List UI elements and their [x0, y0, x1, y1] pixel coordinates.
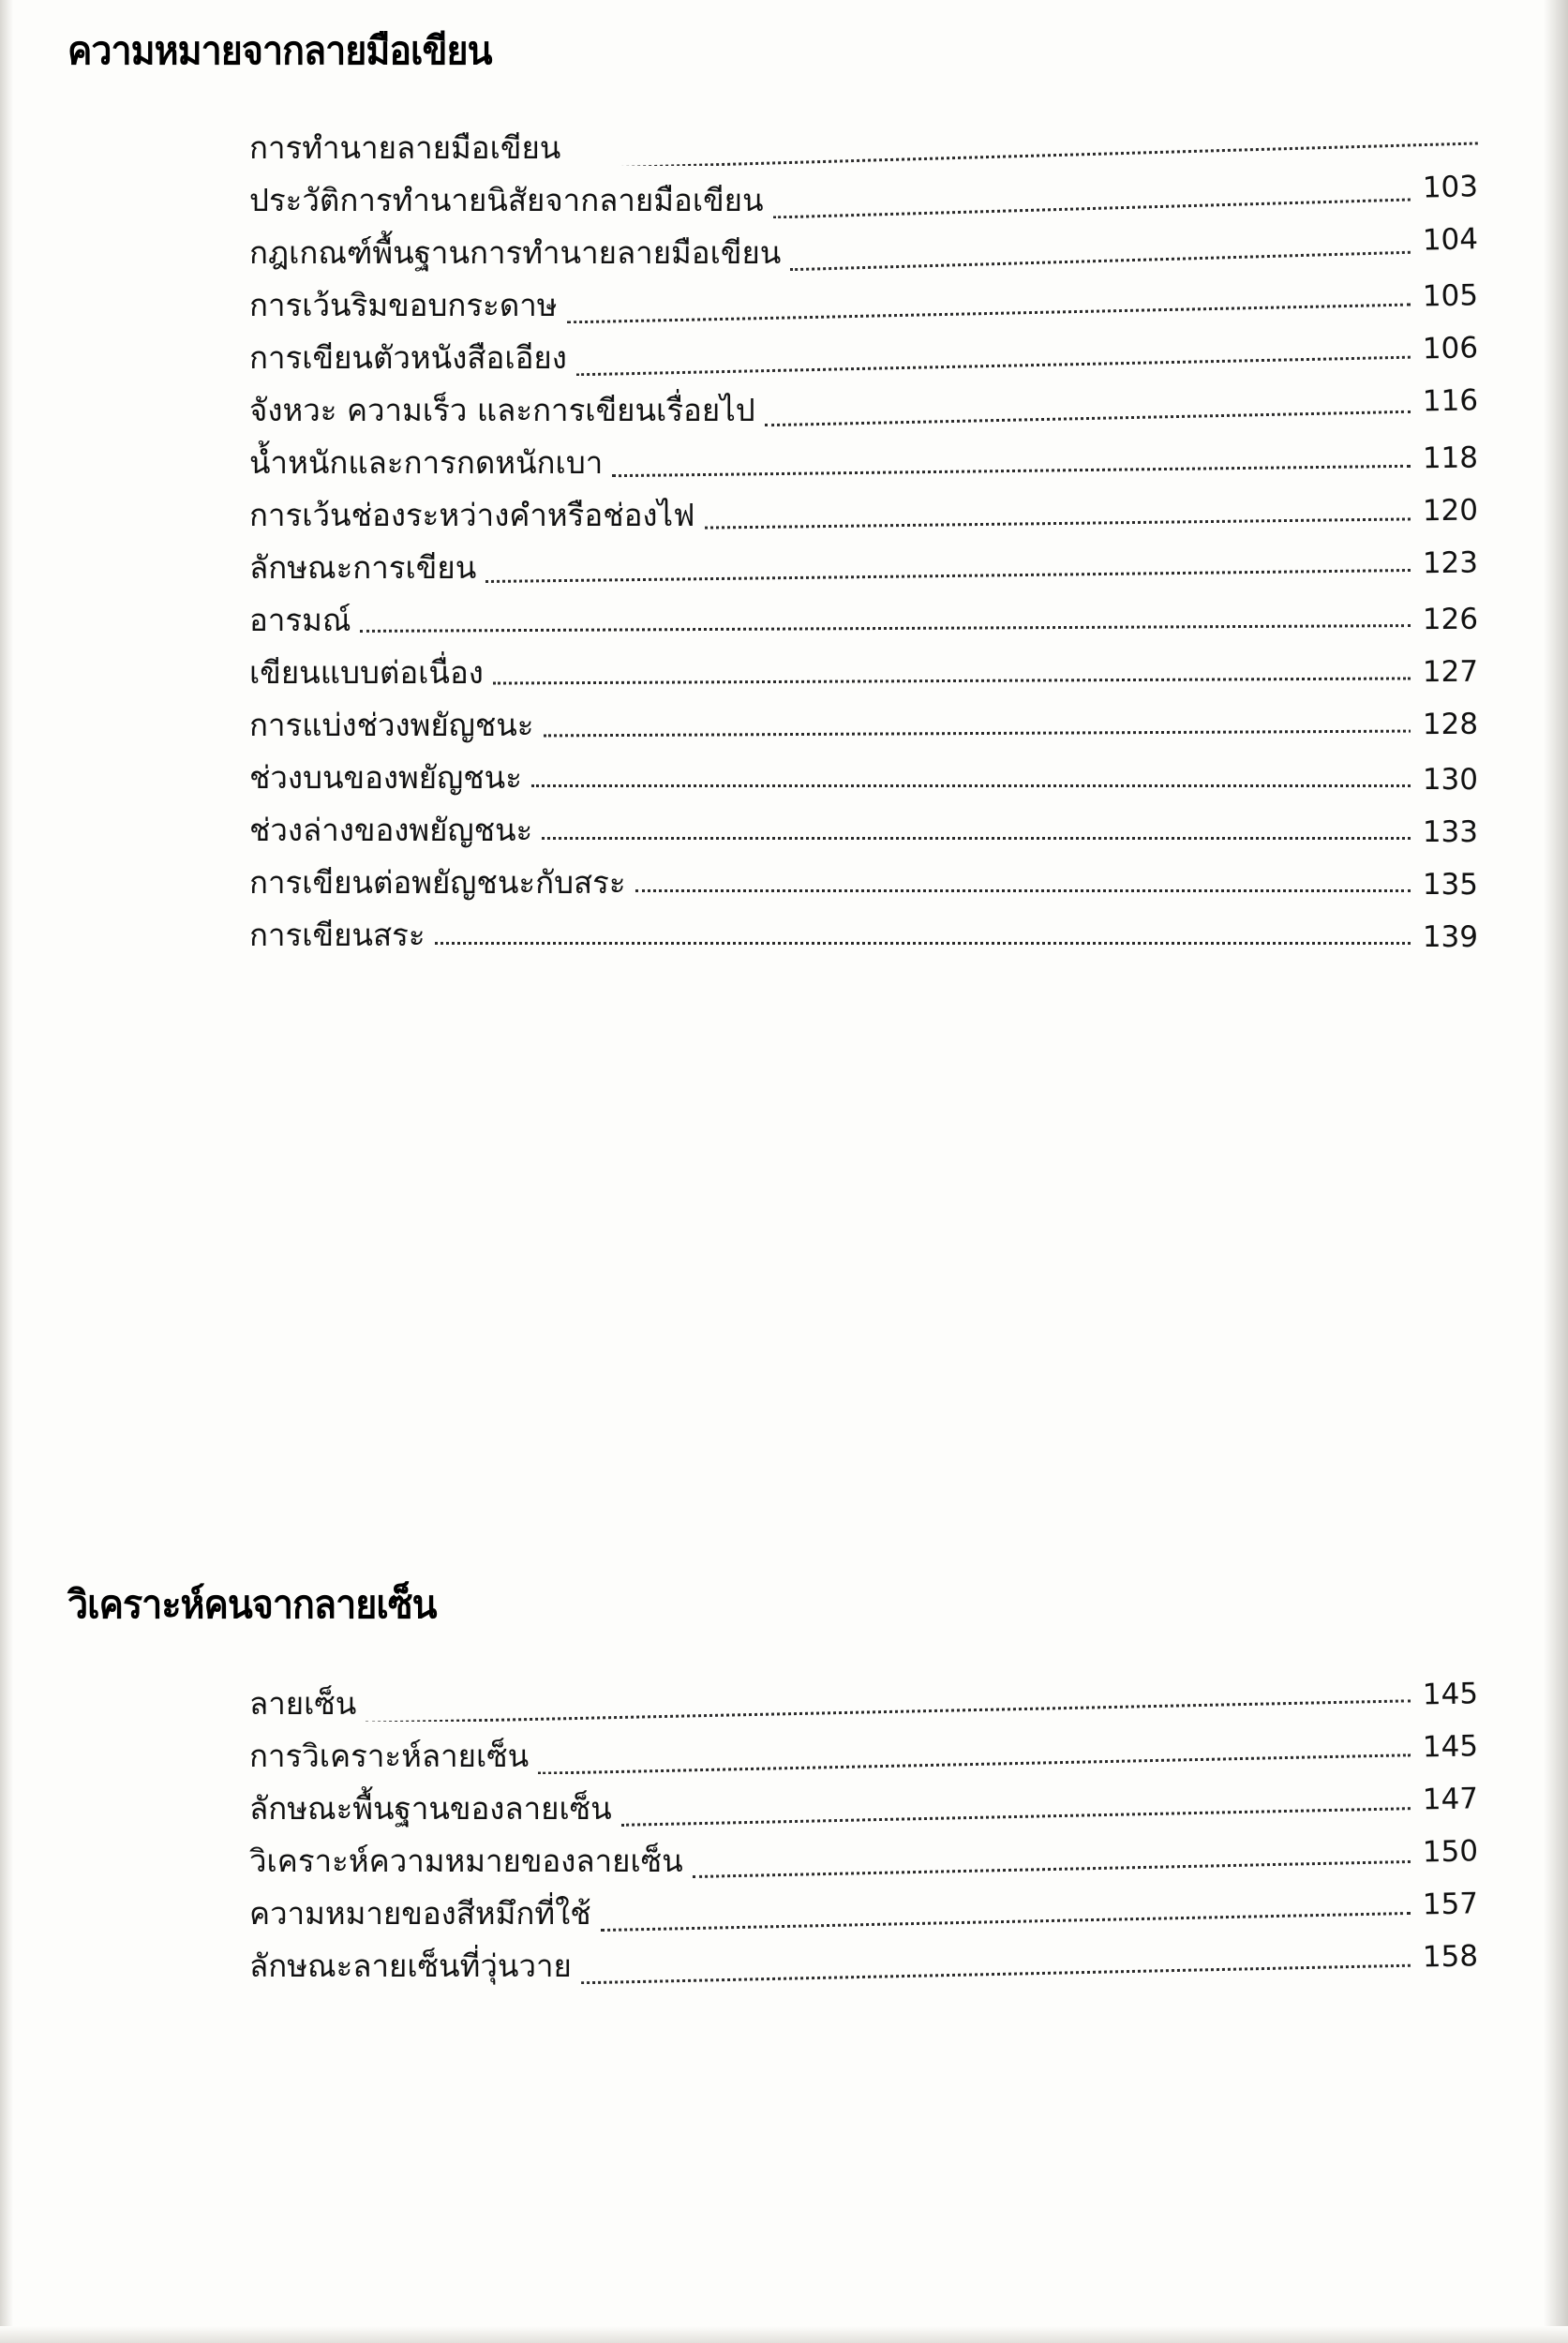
toc-leader-dots	[581, 1952, 1411, 1984]
toc-entry-page: 104	[1422, 222, 1479, 258]
toc-entry[interactable]	[249, 1722, 1478, 1774]
toc-entry-label: ลักษณะการเขียน	[249, 549, 477, 586]
toc-entry[interactable]	[249, 323, 1478, 376]
toc-entry[interactable]	[249, 848, 1478, 901]
toc-leader-dots	[435, 921, 1411, 953]
toc-entry-label: การวิเคราะห์ลายเซ็น	[249, 1738, 530, 1774]
toc-entry-label: ลักษณะพื้นฐานของลายเซ็น	[249, 1790, 612, 1827]
toc-leader-dots	[567, 291, 1411, 323]
toc-entry[interactable]	[249, 428, 1478, 481]
toc-entry[interactable]	[249, 638, 1478, 691]
toc-entry[interactable]	[249, 218, 1478, 271]
toc-entry-label: การเขียนสระ	[249, 917, 426, 953]
toc-leader-dots	[570, 134, 1478, 166]
toc-entry-page: 157	[1422, 1887, 1479, 1922]
toc-entry[interactable]	[249, 1774, 1478, 1827]
toc-entry[interactable]	[249, 796, 1478, 848]
toc-leader-dots	[621, 1795, 1411, 1827]
toc-entry-page: 130	[1422, 763, 1478, 797]
toc-entry-page: 105	[1422, 278, 1479, 314]
toc-entry-label: การเว้นช่องระหว่างคำหรือช่องไฟ	[249, 497, 695, 533]
toc-entry-label: การเขียนต่อพยัญชนะกับสระ	[249, 864, 626, 901]
toc-entry-label: น้ำหนักและการกดหนักเบา	[249, 444, 604, 481]
toc-leader-dots	[705, 501, 1411, 533]
toc-entry-label: ความหมายของสีหมึกที่ใช้	[249, 1895, 591, 1932]
toc-leader-dots	[765, 396, 1411, 428]
toc-entry-label: วิเคราะห์ความหมายของลายเซ็น	[249, 1843, 683, 1879]
toc-entry-label: อารมณ์	[249, 602, 351, 638]
toc-entry-page: 106	[1422, 331, 1479, 366]
toc-leader-dots	[538, 1742, 1411, 1774]
toc-entry[interactable]	[249, 1827, 1478, 1879]
toc-entry-page: 123	[1422, 545, 1479, 581]
toc-entry[interactable]	[249, 376, 1478, 428]
toc-leader-dots	[360, 606, 1411, 638]
toc-entry[interactable]	[249, 901, 1478, 953]
toc-entry[interactable]	[249, 1879, 1478, 1932]
section-title-2: วิเคราะห์คนจากลายเซ็น	[67, 1582, 437, 1627]
toc-leader-dots	[612, 449, 1411, 481]
toc-section-2	[0, 1574, 1568, 1984]
toc-entry-page: 145	[1422, 1729, 1479, 1765]
toc-entry-page: 133	[1422, 815, 1478, 849]
toc-entry[interactable]	[249, 166, 1478, 218]
toc-entry[interactable]	[249, 113, 1478, 166]
toc-entry-label: ช่วงล่างของพยัญชนะ	[249, 812, 533, 848]
toc-entry[interactable]	[249, 586, 1478, 638]
toc-entry-label: ลักษณะลายเซ็นที่วุ่นวาย	[249, 1948, 572, 1984]
toc-leader-dots	[773, 187, 1411, 218]
toc-leader-dots	[542, 816, 1411, 848]
page-edge-bottom	[0, 2326, 1568, 2343]
toc-entry-label: การทำนายลายมือเขียน	[249, 129, 561, 166]
toc-entry-page: 120	[1422, 493, 1479, 529]
toc-entry-label: ลายเซ็น	[249, 1685, 357, 1722]
toc-entry-label: การเขียนตัวหนังสือเอียง	[249, 339, 567, 376]
toc-entry-page: 135	[1422, 868, 1478, 902]
toc-entry[interactable]	[249, 271, 1478, 323]
toc-entry-page: 128	[1422, 707, 1479, 742]
toc-leader-dots	[531, 764, 1411, 796]
toc-entry-label: เขียนแบบต่อเนื่อง	[249, 654, 484, 691]
toc-entry-page: 150	[1422, 1834, 1479, 1870]
toc-entry-page: 103	[1422, 170, 1479, 205]
toc-leader-dots	[601, 1900, 1411, 1932]
toc-entry[interactable]	[249, 691, 1478, 743]
toc-entry-label: ประวัติการทำนายนิสัยจากลายมือเขียน	[249, 182, 764, 218]
toc-entry[interactable]	[249, 1669, 1478, 1722]
toc-entry-label: ช่วงบนของพยัญชนะ	[249, 759, 522, 796]
toc-leader-dots	[635, 869, 1411, 901]
toc-entry[interactable]	[249, 533, 1478, 586]
toc-entry-label: การเว้นริมขอบกระดาษ	[249, 287, 558, 323]
toc-entry-page: 127	[1422, 654, 1479, 690]
section-title-1: ความหมายจากลายมือเขียน	[67, 28, 492, 73]
toc-entry-page: 118	[1422, 440, 1479, 476]
toc-list-1	[0, 113, 1568, 953]
toc-entry-label: การแบ่งช่วงพยัญชนะ	[249, 707, 534, 743]
toc-leader-dots	[576, 344, 1411, 376]
toc-entry-page: 116	[1422, 383, 1479, 419]
toc-leader-dots	[790, 239, 1411, 271]
toc-list-2	[0, 1669, 1568, 1984]
toc-leader-dots	[693, 1847, 1411, 1879]
toc-entry-page: 139	[1422, 920, 1478, 954]
toc-entry-page: 158	[1422, 1939, 1479, 1975]
toc-leader-dots	[544, 711, 1411, 743]
toc-entry[interactable]	[249, 481, 1478, 533]
toc-leader-dots	[366, 1690, 1411, 1722]
toc-entry[interactable]	[249, 1932, 1478, 1984]
toc-entry[interactable]	[249, 743, 1478, 796]
toc-entry-page: 147	[1422, 1782, 1479, 1817]
toc-section-1	[0, 21, 1568, 953]
toc-leader-dots	[485, 554, 1411, 586]
toc-entry-page: 145	[1422, 1677, 1479, 1712]
toc-leader-dots	[493, 659, 1411, 691]
toc-entry-page: 126	[1422, 602, 1479, 637]
toc-entry-label: จังหวะ ความเร็ว และการเขียนเรื่อยไป	[249, 392, 755, 428]
toc-entry-label: กฎเกณฑ์พื้นฐานการทำนายลายมือเขียน	[249, 234, 782, 271]
